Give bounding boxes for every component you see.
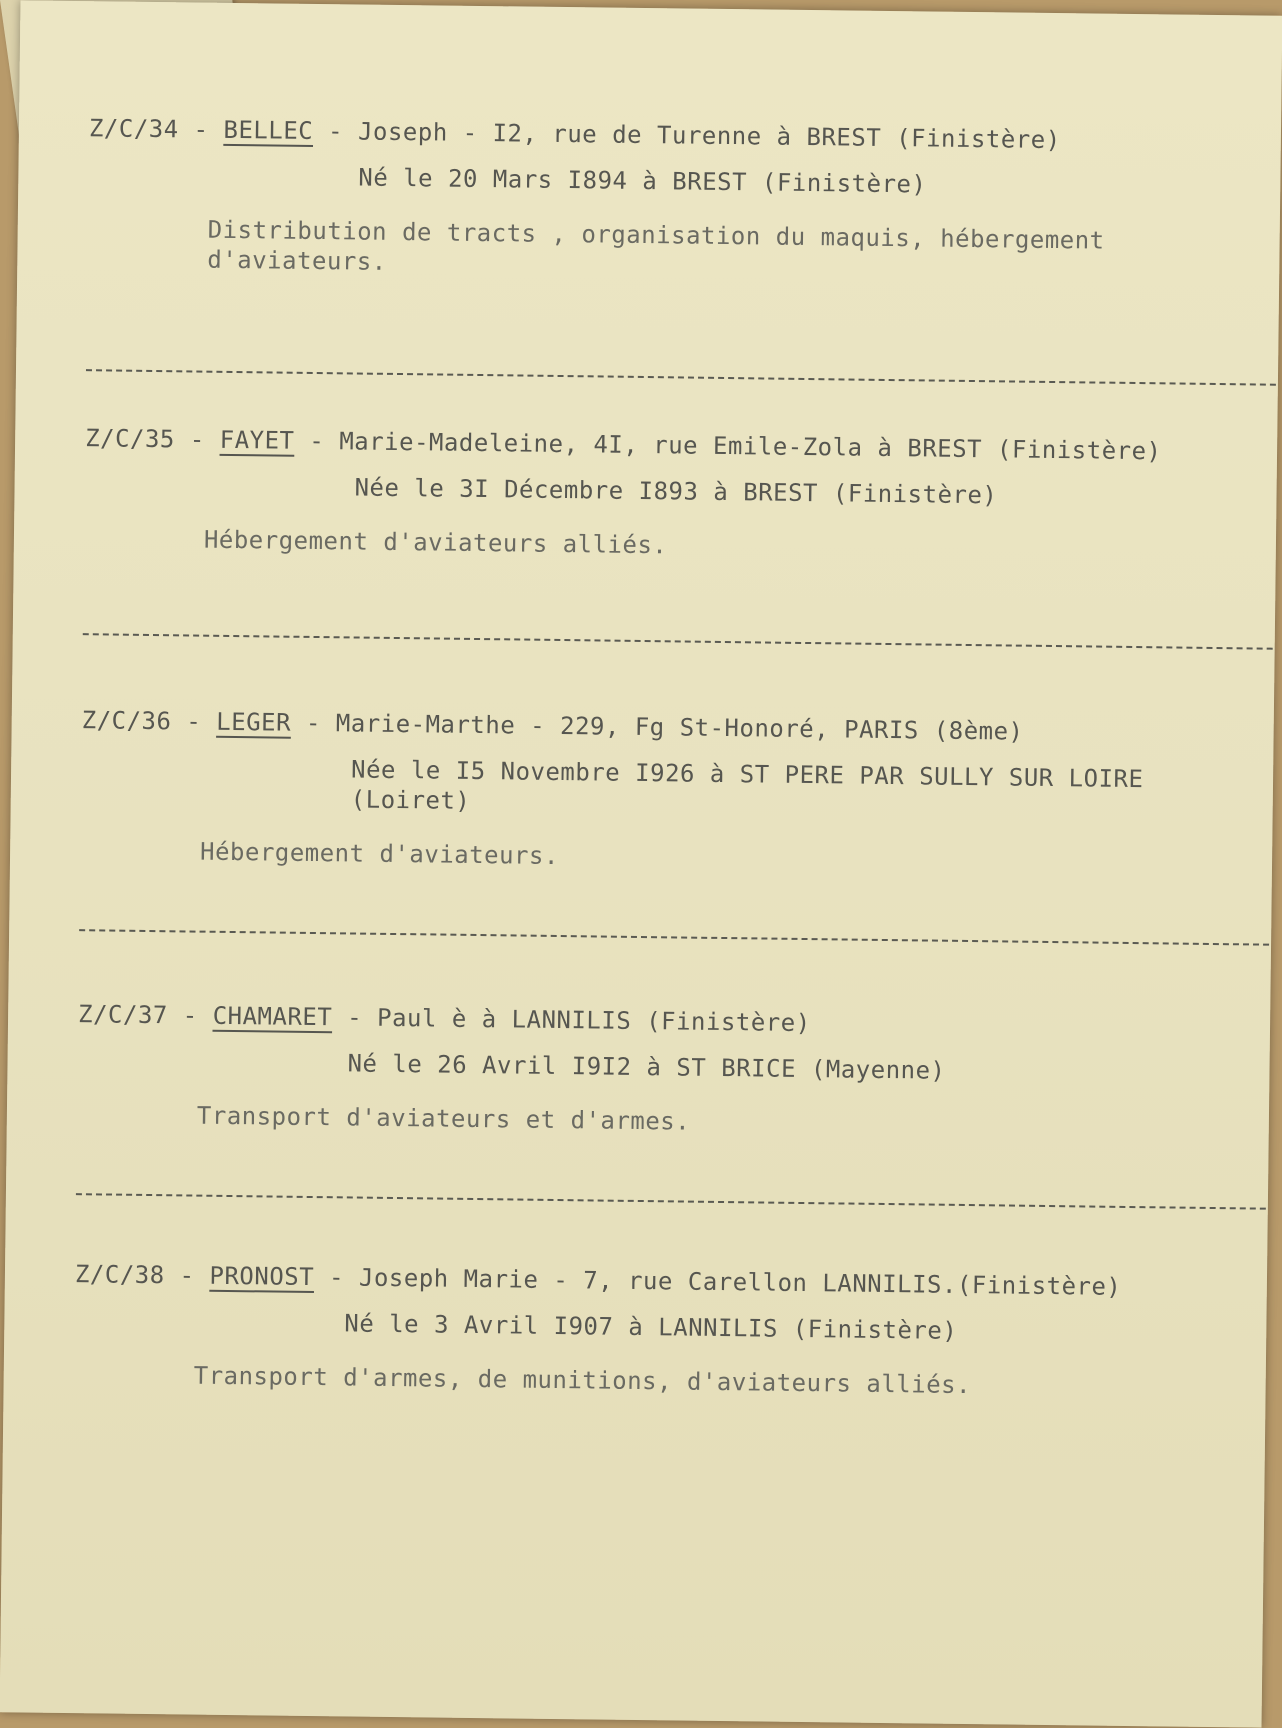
record-ref: Z/C/35 — [84, 424, 176, 454]
record-birth: Née le I5 Novembre I926 à ST PERE PAR SULLY SUR LOIRE (Loiret) — [350, 755, 1144, 815]
record-ref: Z/C/34 — [88, 114, 179, 144]
record-address: Joseph Marie - 7, rue Carellon LANNILIS.(Finistère) — [358, 1263, 1122, 1301]
record-address: Joseph - I2, rue de Turenne à BREST (Finistère) — [357, 117, 1061, 155]
record-surname: LEGER — [216, 707, 292, 737]
record-birth: Né le 26 Avril I9I2 à ST BRICE (Mayenne) — [347, 1049, 946, 1085]
record-activity: Transport d'armes, de munitions, d'aviateurs alliés. — [193, 1361, 972, 1400]
record-entry — [77, 997, 1259, 1143]
record-entry — [84, 421, 1266, 567]
record-birth: Né le 20 Mars I894 à BREST (Finistère) — [358, 163, 927, 199]
record-ref: Z/C/38 — [74, 1260, 165, 1290]
record-birth: Né le 3 Avril I907 à LANNILIS (Finistère) — [344, 1309, 958, 1345]
record-header: Z/C/36 - LEGER - Marie-Marthe - 229, Fg St-Honoré, PARIS (8ème) — [81, 706, 1024, 746]
record-surname: PRONOST — [209, 1261, 315, 1292]
record-surname: CHAMARET — [212, 1001, 333, 1032]
record-address: Marie-Madeleine, 4I, rue Emile-Zola à BREST (Finistère) — [339, 427, 1162, 466]
record-entry — [87, 111, 1269, 287]
record-header: Z/C/35 - FAYET - Marie-Madeleine, 4I, rue Emile-Zola à BREST (Finistère) — [84, 424, 1162, 466]
dashed-separator — [76, 1193, 1266, 1210]
record-address: Marie-Marthe - 229, Fg St-Honoré, PARIS (8ème) — [335, 709, 1024, 746]
record-surname: FAYET — [219, 425, 295, 455]
record-ref: Z/C/36 — [81, 706, 172, 736]
record-activity: Distribution de tracts , organisation du maquis, hébergement d'aviateurs. — [207, 215, 1105, 276]
record-header: Z/C/37 - CHAMARET - Paul è à LANNILIS (Finistère) — [77, 1000, 811, 1038]
record-ref: Z/C/37 — [77, 1000, 168, 1030]
record-address: Paul è à LANNILIS (Finistère) — [376, 1003, 811, 1038]
record-entry — [80, 703, 1262, 879]
dashed-separator — [79, 929, 1269, 946]
dashed-separator — [86, 369, 1276, 386]
record-entry — [74, 1257, 1256, 1403]
record-header: Z/C/34 - BELLEC - Joseph - I2, rue de Turenne à BREST (Finistère) — [88, 114, 1061, 155]
record-activity: Hébergement d'aviateurs. — [199, 837, 560, 870]
record-activity: Transport d'aviateurs et d'armes. — [196, 1101, 691, 1136]
record-activity: Hébergement d'aviateurs alliés. — [203, 525, 668, 560]
dashed-separator — [83, 633, 1273, 650]
record-header: Z/C/38 - PRONOST - Joseph Marie - 7, rue Carellon LANNILIS.(Finistère) — [74, 1260, 1122, 1301]
record-surname: BELLEC — [223, 115, 314, 145]
record-birth: Née le 3I Décembre I893 à BREST (Finistère) — [354, 473, 998, 510]
